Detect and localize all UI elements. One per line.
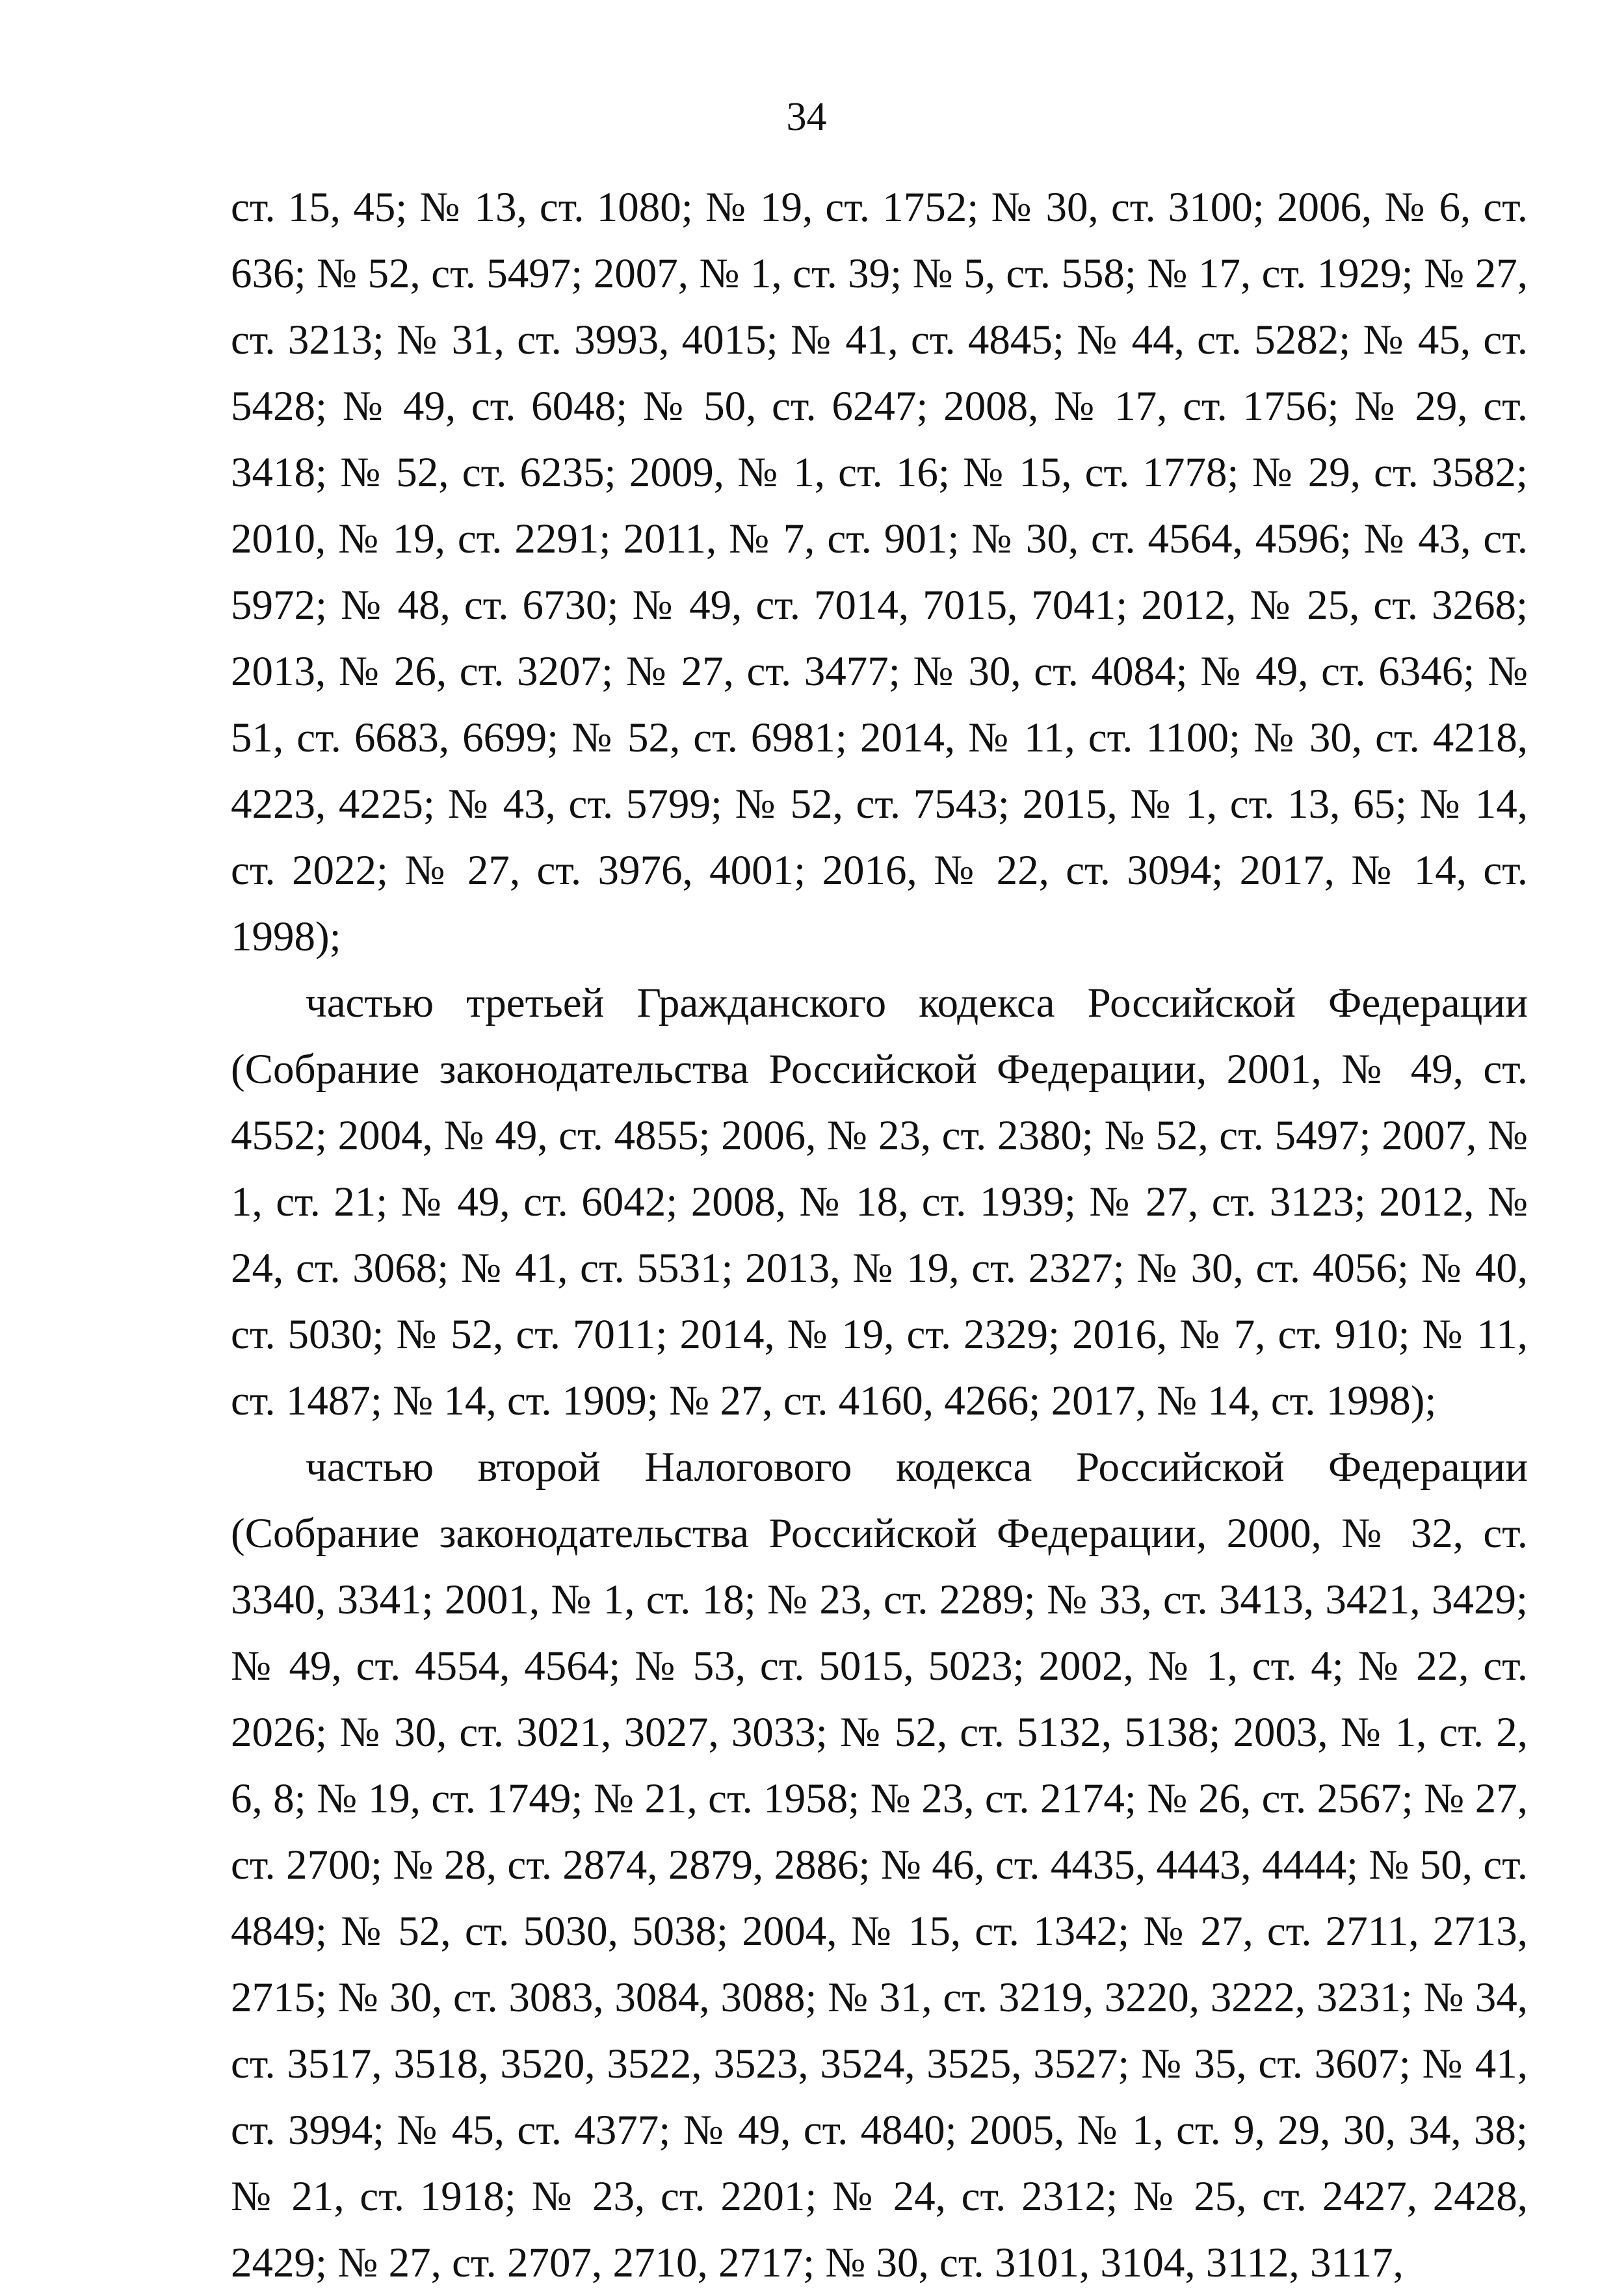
citation-paragraph: ст. 15, 45; № 13, ст. 1080; № 19, ст. 1752; № 30, ст. 3100; 2006, № 6, ст. 636; № 52, ст. 5497; 2007, № 1, ст. 39; № 5, ст. 558; № 17, ст. 1929; № 27, ст. 3213; № 31, ст. 3993, 4015; № 41, ст. 4845; № 44, ст. 5282; № 45, ст. 5428; № 49, ст. 6048; № 50, ст. 6247; 2008, № 17, ст. 1756; № 29, ст. 3418; № 52, ст. 6235; 2009, № 1, ст. 16; № 15, ст. 1778; № 29, ст. 3582; 2010, № 19, ст. 2291; 2011, № 7, ст. 901; № 30, ст. 4564, 4596; № 43, ст. 5972; № 48, ст. 6730; № 49, ст. 7014, 7015, 7041; 2012, № 25, ст. 3268; 2013, № 26, ст. 3207; № 27, ст. 3477; № 30, ст. 4084; № 49, ст. 6346; № 51, ст. 6683, 6699; № 52, ст. 6981; 2014, № 11, ст. 1100; № 30, ст. 4218, 4223, 4225; № 43, ст. 5799; № 52, ст. 7543; 2015, № 1, ст. 13, 65; № 14, ст. 2022; № 27, ст. 3976, 4001; 2016, № 22, ст. 3094; 2017, № 14, ст. 1998); bbox=[231, 184, 1528, 960]
civil-code-paragraph: частью третьей Гражданского кодекса Российской Федерации (Собрание законодательства Российской Федерации, 2001, № 49, ст. 4552; 2004, № 49, ст. 4855; 2006, № 23, ст. 2380; № 52, ст. 5497; 2007, № 1, ст. 21; № 49, ст. 6042; 2008, № 18, ст. 1939; № 27, ст. 3123; 2012, № 24, ст. 3068; № 41, ст. 5531; 2013, № 19, ст. 2327; № 30, ст. 4056; № 40, ст. 5030; № 52, ст. 7011; 2014, № 19, ст. 2329; 2016, № 7, ст. 910; № 11, ст. 1487; № 14, ст. 1909; № 27, ст. 4160, 4266; 2017, № 14, ст. 1998); bbox=[231, 980, 1528, 1424]
tax-code-paragraph: частью второй Налогового кодекса Российской Федерации (Собрание законодательства Российской Федерации, 2000, № 32, ст. 3340, 3341; 2001, № 1, ст. 18; № 23, ст. 2289; № 33, ст. 3413, 3421, 3429; № 49, ст. 4554, 4564; № 53, ст. 5015, 5023; 2002, № 1, ст. 4; № 22, ст. 2026; № 30, ст. 3021, 3027, 3033; № 52, ст. 5132, 5138; 2003, № 1, ст. 2, 6, 8; № 19, ст. 1749; № 21, ст. 1958; № 23, ст. 2174; № 26, ст. 2567; № 27, ст. 2700; № 28, ст. 2874, 2879, 2886; № 46, ст. 4435, 4443, 4444; № 50, ст. 4849; № 52, ст. 5030, 5038; 2004, № 15, ст. 1342; № 27, ст. 2711, 2713, 2715; № 30, ст. 3083, 3084, 3088; № 31, ст. 3219, 3220, 3222, 3231; № 34, ст. 3517, 3518, 3520, 3522, 3523, 3524, 3525, 3527; № 35, ст. 3607; № 41, ст. 3994; № 45, ст. 4377; № 49, ст. 4840; 2005, № 1, ст. 9, 29, 30, 34, 38; № 21, ст. 1918; № 23, ст. 2201; № 24, ст. 2312; № 25, ст. 2427, 2428, 2429; № 27, ст. 2707, 2710, 2717; № 30, ст. 3101, 3104, 3112, 3117, bbox=[231, 1444, 1528, 2286]
document-body bbox=[231, 174, 1528, 2296]
page-number: 34 bbox=[786, 95, 827, 139]
